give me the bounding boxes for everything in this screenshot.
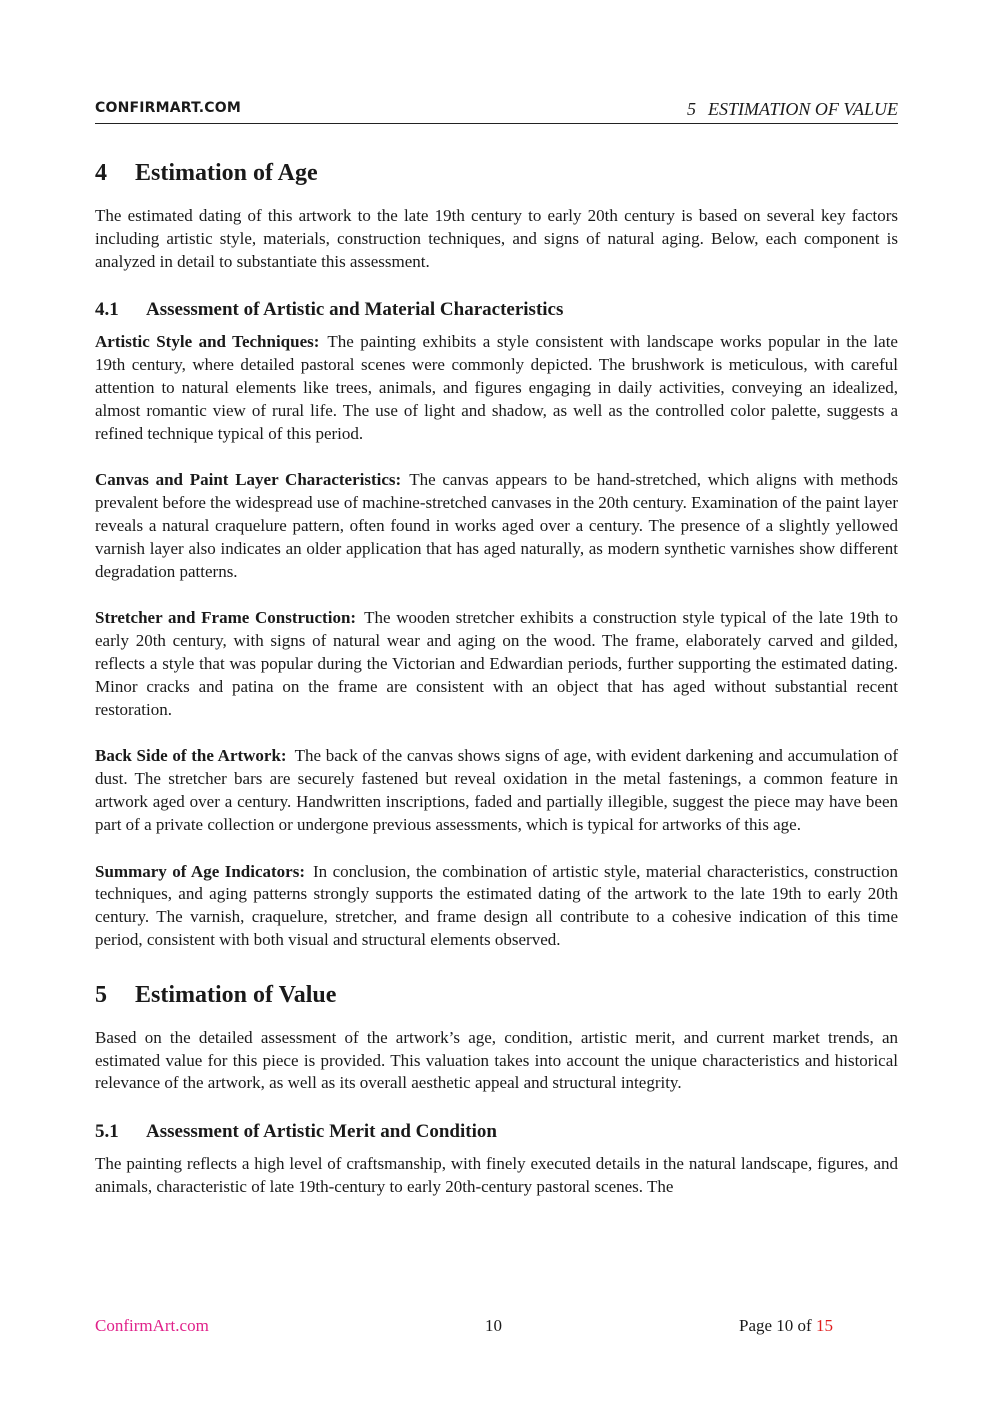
page-footer (95, 1316, 898, 1338)
footer-site-link[interactable]: ConfirmArt.com (95, 1316, 209, 1335)
page-content (95, 156, 898, 1199)
paragraph-artistic-style (95, 331, 898, 445)
paragraph-text: The wooden stretcher exhibits a construction style typical of the late 19th to early 20th century, with signs of natural wear and aging on the wood. The frame, elaborately carved and gilded, reflects a style that was popular during the Victorian and Edwardian periods, further supporting the estimated dating. Minor cracks and patina on the frame are consistent with an object that has aged without substantial recent restoration. (95, 608, 898, 719)
section-number: 4 (95, 160, 107, 186)
subsection-number: 5.1 (95, 1121, 119, 1143)
section-heading-4 (95, 156, 898, 190)
section-4-intro: The estimated dating of this artwork to the late 19th century to early 20th century is based on several key factors including artistic style, materials, construction techniques, and signs of natural aging. Below, each component is analyzed in detail to substantiate this assessment. (95, 206, 898, 271)
running-head (687, 99, 898, 120)
paragraph-back-side (95, 745, 898, 836)
page-header (95, 99, 898, 124)
paragraph-label: Artistic Style and Techniques: (95, 332, 320, 352)
running-head-title: ESTIMATION OF VALUE (708, 99, 898, 119)
subsection-number: 4.1 (95, 299, 119, 321)
section-5-1-body: The painting reflects a high level of craftsmanship, with finely executed details in the natural landscape, figures, and animals, characteristic of late 19th-century to early 20th-century pastoral scenes. The (95, 1154, 898, 1196)
section-title: Estimation of Age (135, 160, 318, 186)
paragraph-text: The back of the canvas shows signs of age, with evident darkening and accumulation of dust. The stretcher bars are securely fastened but reveal oxidation in the metal fastenings, a common feature in artwork aged over a century. Handwritten inscriptions, faded and partially illegible, suggest the piece may have been part of a private collection or undergone previous assessments, which is typical for artworks of this age. (95, 746, 899, 834)
paragraph-label: Stretcher and Frame Construction: (95, 608, 357, 628)
footer-page-count (739, 1316, 833, 1336)
section-5-intro: Based on the detailed assessment of the artwork’s age, condition, artistic merit, and current market trends, an estimated value for this piece is provided. This valuation takes into account the unique characteristics and historical relevance of the artwork, as well as its overall aesthetic appeal and structural integrity. (95, 1027, 898, 1093)
paragraph-summary-age (95, 861, 898, 952)
section-title: Estimation of Value (135, 981, 337, 1008)
subsection-heading-5-1 (95, 1119, 898, 1145)
confirmart-logo: CONFIRMART.COM (95, 100, 242, 116)
paragraph-label: Summary of Age Indicators: (95, 861, 305, 881)
section-number: 5 (95, 981, 107, 1008)
paragraph-text: The canvas appears to be hand-stretched, which aligns with methods prevalent before the widespread use of machine-stretched canvases in the 20th century. Examination of the paint layer reveals a natural craquelure pattern, often found in works aged over a century. The presence of a slightly yellowed varnish layer also indicates an older application that has aged naturally, as modern synthetic varnishes show different degradation patterns. (95, 470, 898, 581)
page-total-link[interactable]: 15 (815, 1316, 833, 1335)
paragraph-text: The painting exhibits a style consistent with landscape works popular in the late 19th century, where detailed pastoral scenes were commonly depicted. The brushwork is meticulous, with careful attention to natural elements like trees, animals, and figures engaging in daily activities, conveying an idealized, almost romantic view of rural life. The use of light and shadow, as well as the controlled color palette, suggests a refined technique typical of this period. (95, 332, 898, 443)
paragraph-label: Back Side of the Artwork: (95, 746, 287, 766)
paragraph-text: In conclusion, the combination of artistic style, material characteristics, construction techniques, and aging patterns strongly supports the estimated dating of the artwork to the late 19th to early 20th century. The varnish, craquelure, stretcher, and frame design all contribute to a cohesive indication of this time period, consistent with both visual and structural elements observed. (95, 861, 898, 949)
subsection-heading-4-1 (95, 297, 898, 323)
running-head-number: 5 (687, 99, 697, 119)
subsection-title: Assessment of Artistic Merit and Condition (146, 1121, 497, 1143)
page-prefix: Page 10 of (739, 1316, 812, 1335)
section-heading-5 (95, 978, 898, 1012)
paragraph-canvas-paint (95, 469, 898, 583)
subsection-title: Assessment of Artistic and Material Characteristics (146, 299, 564, 321)
paragraph-label: Canvas and Paint Layer Characteristics: (95, 470, 402, 490)
paragraph-stretcher-frame (95, 607, 898, 721)
footer-page-number: 10 (485, 1316, 502, 1335)
